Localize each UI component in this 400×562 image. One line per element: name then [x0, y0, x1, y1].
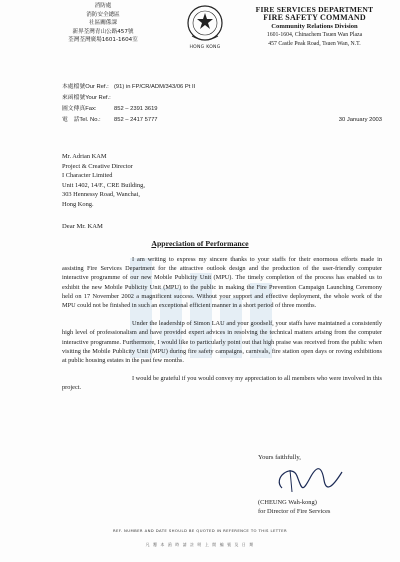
- division-name: Community Relations Division: [271, 22, 358, 30]
- signatory-name: (CHEUNG Wah-kong): [258, 499, 317, 506]
- recipient-address: [62, 152, 145, 210]
- fax-value: 852 – 2391 3619: [114, 106, 158, 112]
- address-line: Project & Creative Director: [62, 162, 133, 170]
- tel-row: [62, 115, 382, 126]
- letter-date: 30 January 2003: [338, 117, 382, 123]
- your-ref-label: 來函檔號Your Ref.:: [62, 95, 111, 101]
- body-paragraph: Under the leadership of Simon LAU and your goodself, your staffs have maintained a consistently high level of professionalism and have provided expert advices in resolving the technical matters arising from the computer interactive programme. Furthermore, I would like to particularly point out that high praise was received from the public when visiting the Mobile Publicity Unit (MPU) during fire safety campaigns, carnivals, fire station open days or roving exhibitions at public housing estates in the past few months.: [62, 320, 382, 365]
- zh-line: 新界荃灣青山公路457號: [72, 28, 134, 35]
- our-ref-row: [62, 82, 382, 93]
- signature-icon: [262, 458, 352, 498]
- address-line: 1601-1604, Chinachem Tsuen Wan Plaza: [266, 32, 363, 39]
- zh-line: 社區關係課: [89, 20, 117, 27]
- closing: Yours faithfully,: [258, 454, 301, 461]
- address-line: I Character Limited: [62, 172, 113, 180]
- address-line: Unit 1402, 14/F., CRE Building,: [62, 181, 145, 189]
- footer-english: REF. NUMBER AND DATE SHOULD BE QUOTED IN REFERENCE TO THIS LETTER: [113, 528, 287, 533]
- tel-value: 852 – 2417 5777: [114, 117, 158, 123]
- footer-chinese: 凡 覆 本 函 時 請 註 明 上 開 編 號 及 日 期: [145, 542, 255, 547]
- fax-row: [62, 104, 382, 115]
- zh-line: 荃灣荃灣廣場1601-1604室: [68, 37, 138, 44]
- letter-body: [62, 255, 382, 402]
- salutation: Dear Mr. KAM: [62, 223, 103, 230]
- header-english: [232, 6, 397, 48]
- header-chinese: [62, 2, 144, 45]
- fax-label: 圖文傳真Fax:: [62, 106, 97, 112]
- hong-kong-crest-icon: [186, 4, 224, 46]
- subject-heading: Appreciation of Performance: [151, 239, 249, 248]
- command-name: FIRE SAFETY COMMAND: [263, 13, 366, 23]
- crest-label: HONG KONG: [189, 45, 221, 50]
- zh-line: 消防處: [94, 3, 112, 9]
- reference-block: [62, 82, 382, 126]
- signatory-title: for Director of Fire Services: [258, 507, 331, 515]
- address-line: Hong Kong.: [62, 200, 94, 208]
- department-name: FIRE SERVICES DEPARTMENT: [255, 5, 374, 14]
- zh-line: 消防安全總區: [86, 11, 120, 18]
- signatory-block: [258, 499, 330, 516]
- body-paragraph: I would be grateful if you would convey my appreciation to all members who were involved in this project.: [62, 375, 382, 392]
- body-paragraph: I am writing to express my sincere thanks to your staffs for their enormous efforts made in assisting Fire Services Department for the attractive outlook design and the production of the user-friendly computer interactive programme of our new Mobile Publicity Unit (MPU). The timely completion of the process has enabled us to exhibit the new Mobile Publicity Unit (MPU) to the public in making the Fire Prevention Campaign Launching Ceremony held on 17 November 2002 a magnificent success. Without your support and effective deployment, the whole work of the MPU could not be finished in such an exceptional efficient manner in a short period of three months.: [62, 256, 382, 310]
- address-line: 457 Castle Peak Road, Tsuen Wan, N.T.: [268, 40, 361, 47]
- tel-label: 電 話Tel. No.:: [62, 117, 101, 123]
- our-ref-value: (91) in FP/CR/ADM/343/06 Pt II: [114, 84, 196, 90]
- address-line: Mr. Adrian KAM: [62, 153, 107, 160]
- address-line: 303 Hennessy Road, Wanchai,: [62, 191, 140, 199]
- our-ref-label: 本處檔號Our Ref.:: [62, 84, 109, 90]
- your-ref-row: [62, 93, 382, 104]
